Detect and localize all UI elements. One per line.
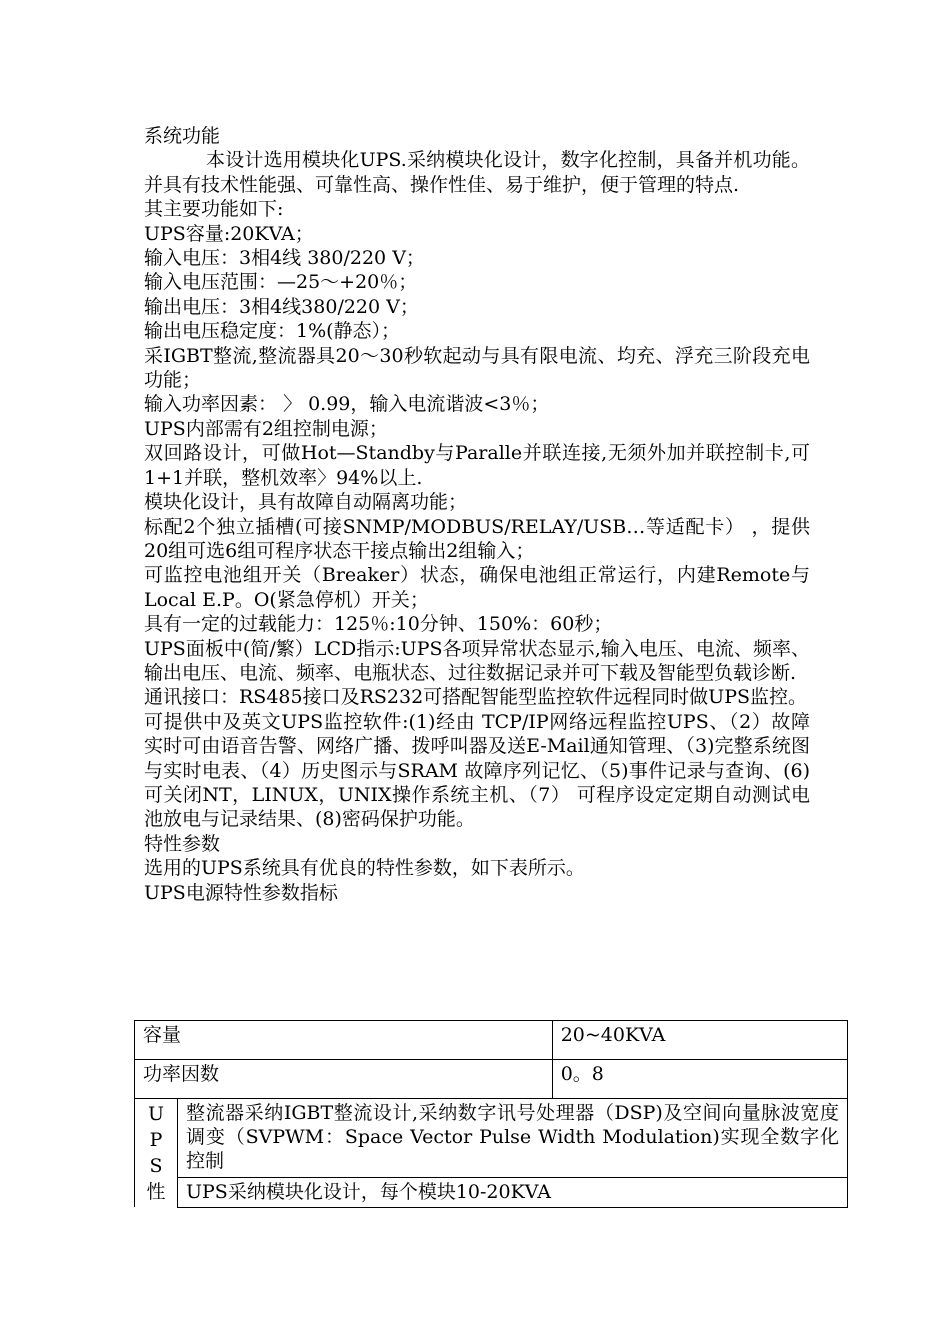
capacity-value: 20~40KVA: [552, 1021, 847, 1060]
table-row: [135, 1099, 848, 1178]
function-item: 双回路设计，可做Hot—Standby与Paralle并联连接,无须外加并联控制卡,可1+1并联，整机效率〉94%以上.: [144, 442, 810, 489]
feature-rectifier: 整流器采纳IGBT整流设计,采纳数字讯号处理器（DSP)及空间向量脉波宽度调变（SVPWM：Space Vector Pulse Width Modulation)实现全数字化控制: [178, 1099, 848, 1178]
function-item: UPS内部需有2组控制电源；: [144, 417, 388, 440]
table-row: [135, 1177, 848, 1207]
capacity-label: 容量: [135, 1021, 553, 1060]
function-item: UPS容量:20KVA；: [144, 222, 314, 245]
power-factor-label: 功率因数: [135, 1060, 553, 1099]
function-item: 模块化设计，具有故障自动隔离功能；: [144, 491, 468, 514]
group-label-char: 性: [146, 1181, 166, 1203]
function-item: UPS面板中(简/繁）LCD指示:UPS各项异常状态显示,输入电压、电流、频率、输出电压、电流、频率、电瓶状态、过往数据记录并可下载及智能型负载诊断.: [144, 637, 810, 684]
table-caption: UPS电源特性参数指标: [144, 881, 338, 904]
function-item: 具有一定的过载能力：125％:10分钟、150%：60秒；: [144, 613, 613, 636]
group-label-char: P: [149, 1129, 163, 1151]
group-label-char: U: [147, 1103, 164, 1125]
intro-paragraph: 本设计选用模块化UPS.采纳模块化设计，数字化控制，具备并机功能。并具有技术性能强、可靠性高、操作性佳、易于维护，便于管理的特点.: [144, 149, 810, 196]
ups-spec-table: [134, 1020, 848, 1208]
feature-modular: UPS采纳模块化设计，每个模块10-20KVA: [178, 1177, 848, 1207]
function-item: 可监控电池组开关（Breaker）状态，确保电池组正常运行，内建Remote与Local E.P。O(紧急停机）开关；: [144, 564, 810, 611]
function-item: 输入功率因素： 〉 0.99，输入电流谐波<3％；: [144, 393, 550, 416]
function-item: 可提供中及英文UPS监控软件:(1)经由 TCP/IP网络远程监控UPS、（2）故障实时可由语音告警、网络广播、拨呼叫器及送E-Mail通知管理、（3)完整系统图与实时电表、（4）历史图示与SRAM 故障序列记忆、（5)事件记录与查询、(6)可关闭NT，LINUX，UNIX操作系统主机、（7） 可程序设定定期自动测试电池放电与记录结果、(8)密码保护功能。: [144, 710, 810, 831]
function-item: 输出电压稳定度：1%(静态）；: [144, 320, 401, 343]
function-item: 输出电压：3相4线380/220 V；: [144, 295, 419, 318]
section-title: 系统功能: [144, 125, 221, 147]
params-intro: 选用的UPS系统具有优良的特性参数，如下表所示。: [144, 857, 585, 880]
params-title: 特性参数: [144, 832, 221, 855]
power-factor-value: 0。8: [552, 1060, 847, 1099]
ups-feature-group-label: [135, 1099, 178, 1208]
group-label-char: S: [149, 1155, 163, 1177]
function-item: 标配2个独立插槽(可接SNMP/MODBUS/RELAY/USB…等适配卡） ，提供20组可选6组可程序状态干接点输出2组输入；: [144, 515, 810, 562]
document-body: [144, 124, 810, 905]
function-item: 通讯接口：RS485接口及RS232可搭配智能型监控软件远程同时做UPS监控。: [144, 686, 807, 709]
table-row: [135, 1021, 848, 1060]
function-item: 采IGBT整流,整流器具20～30秒软起动与具有限电流、均充、浮充三阶段充电功能；: [144, 344, 810, 392]
table-row: [135, 1060, 848, 1099]
functions-heading: 其主要功能如下:: [144, 198, 284, 221]
function-item: 输入电压：3相4线 380/220 V；: [144, 247, 425, 270]
function-item: 输入电压范围：—25～+20％；: [144, 271, 418, 294]
